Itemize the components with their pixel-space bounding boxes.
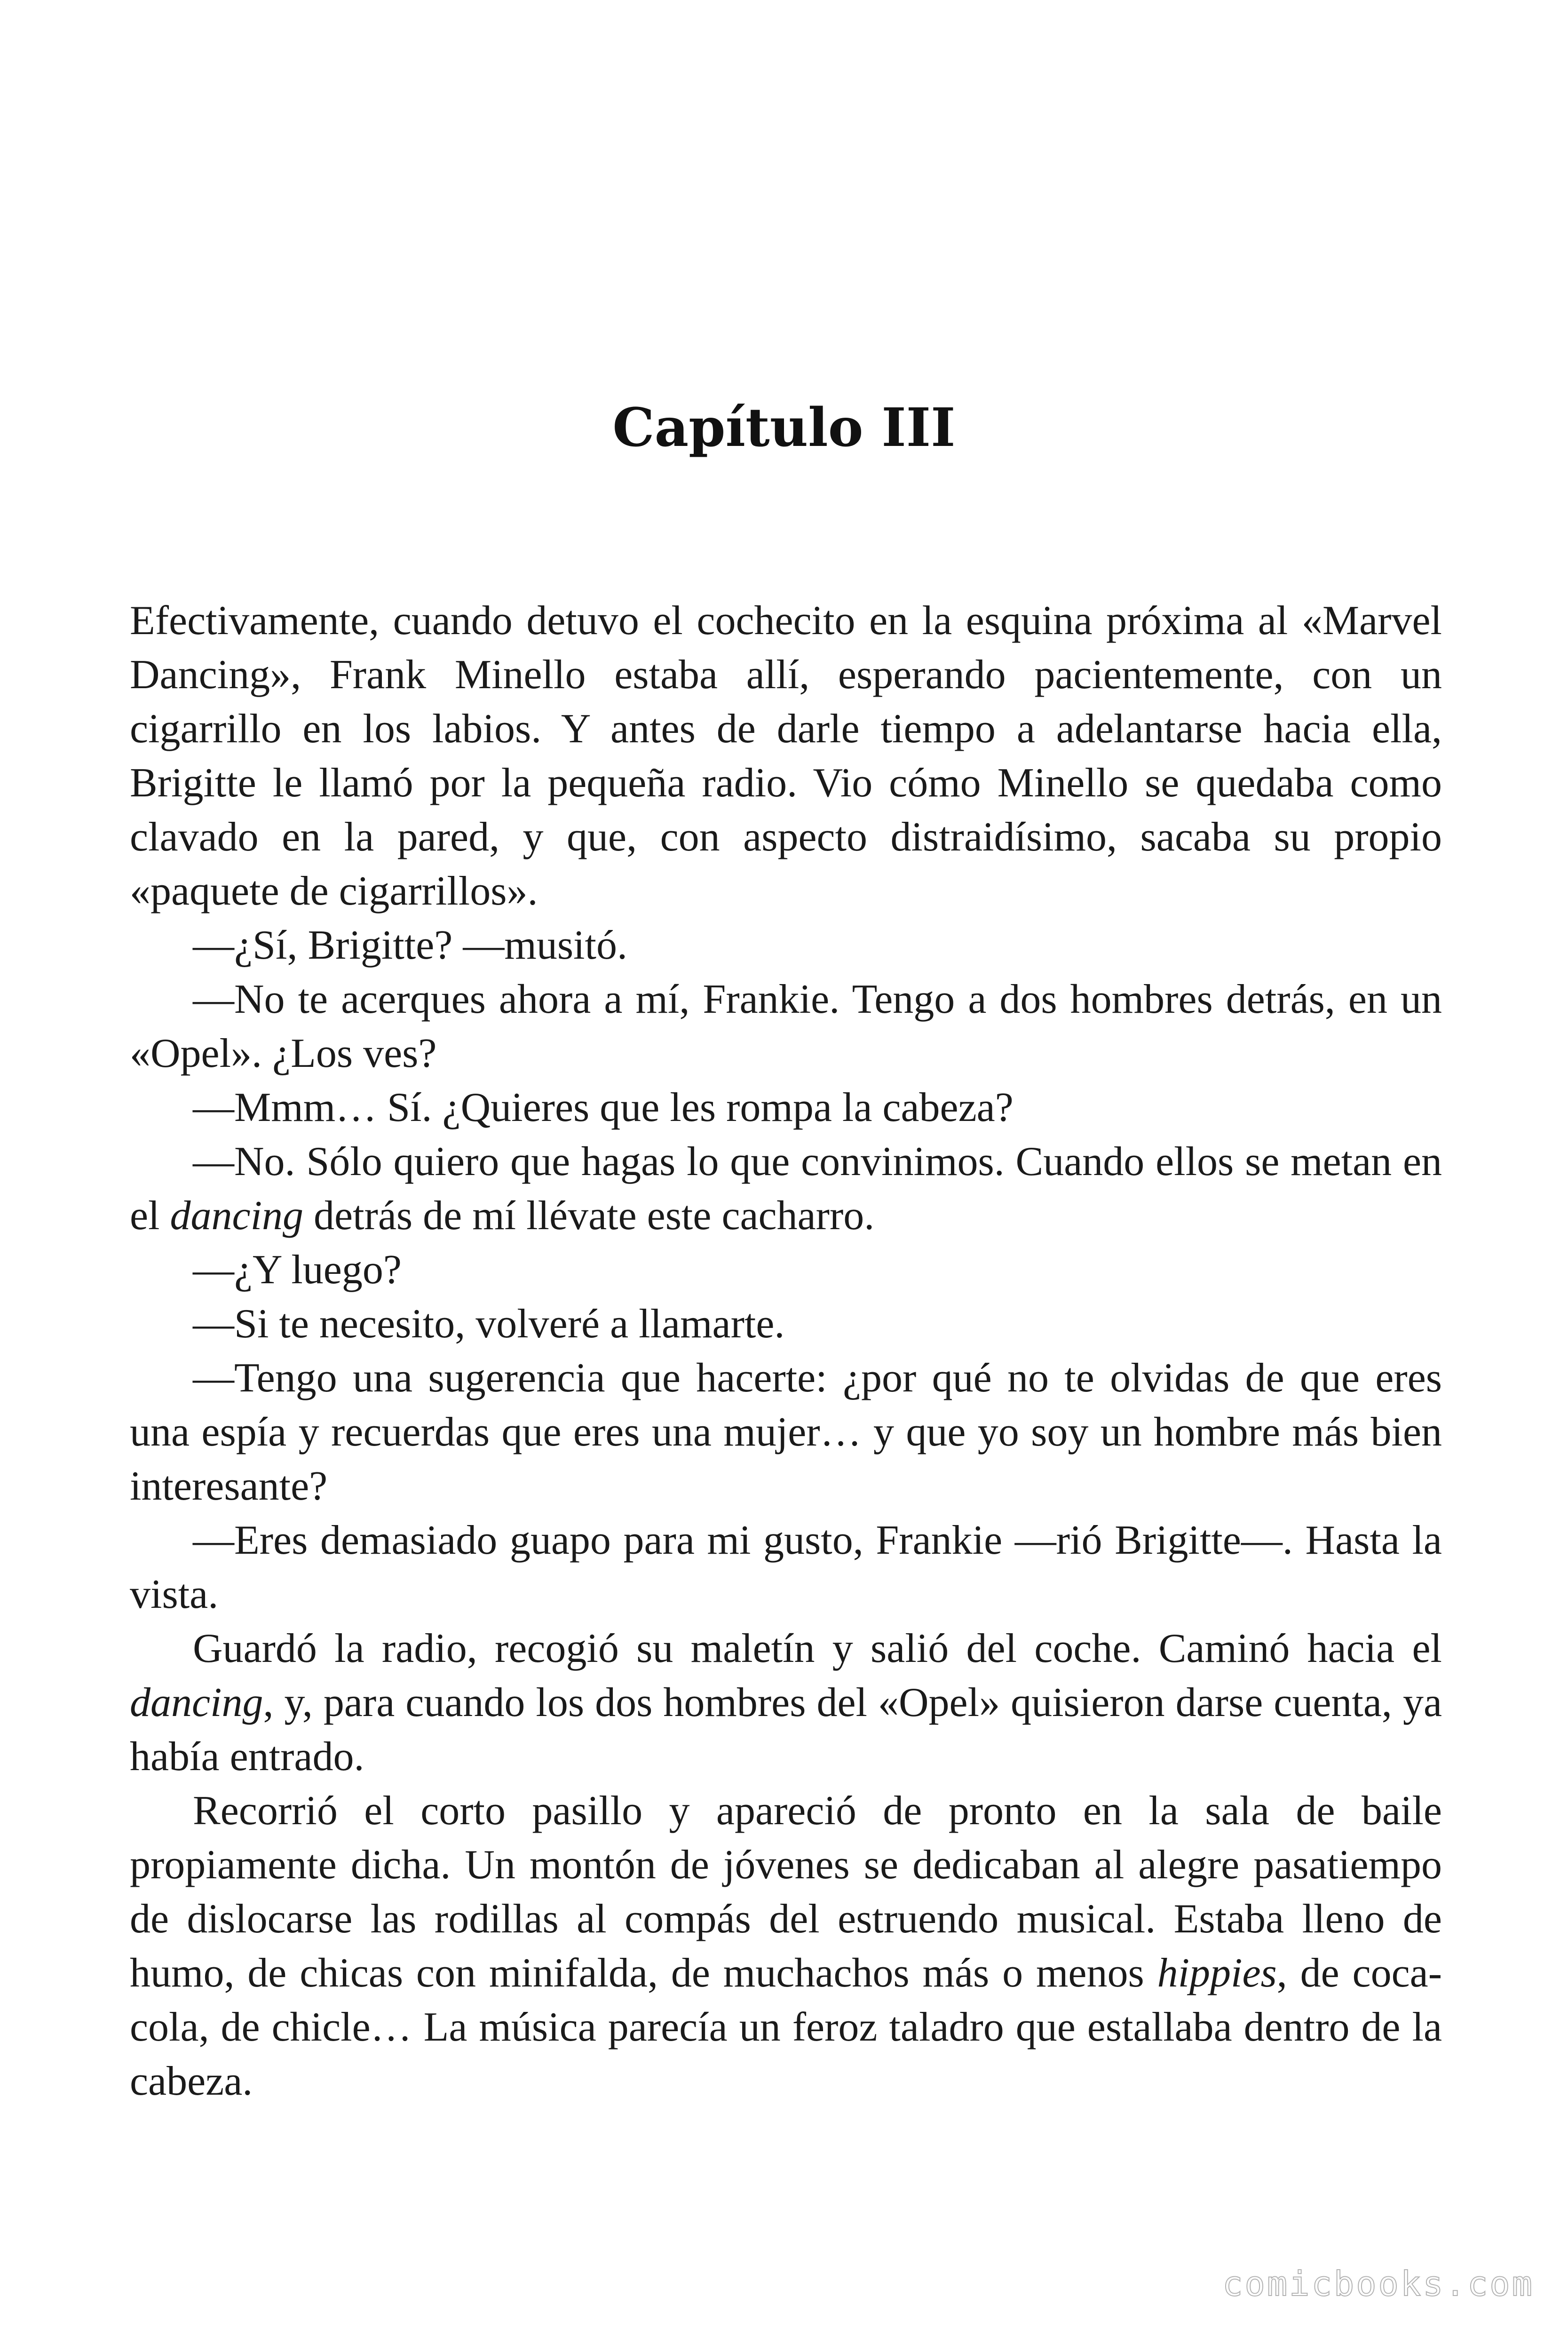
dialogue-paragraph: [130, 1351, 1442, 1513]
italic-text: dancing: [130, 1680, 263, 1725]
paragraph-text: —¿Y luego?: [193, 1247, 402, 1293]
paragraph-text: detrás de mí llévate este cacharro.: [303, 1193, 875, 1239]
dialogue-paragraph: [130, 972, 1442, 1081]
dialogue-paragraph: [130, 1243, 1442, 1297]
italic-text: hippies: [1157, 1950, 1277, 1996]
chapter-body: [130, 594, 1442, 2108]
paragraph-text: —Tengo una sugerencia que hacerte: ¿por qué no te olvidas de que eres una espía y recuerdas que eres una mujer… y que yo soy un hombre más bien interesante?: [130, 1355, 1442, 1509]
paragraph-text: , y, para cuando los dos hombres del «Opel» quisieron darse cuenta, ya había entrado.: [130, 1680, 1442, 1780]
narration-paragraph: [130, 594, 1442, 918]
paragraph-text: —¿Sí, Brigitte? —musitó.: [193, 922, 627, 968]
dialogue-paragraph: [130, 1297, 1442, 1351]
dialogue-paragraph: [130, 918, 1442, 972]
dialogue-paragraph: [130, 1081, 1442, 1135]
paragraph-text: —Eres demasiado guapo para mi gusto, Frankie —rió Brigitte—. Hasta la vista.: [130, 1518, 1442, 1617]
narration-paragraph: [130, 1621, 1442, 1784]
italic-text: dancing: [170, 1193, 304, 1239]
narration-paragraph: [130, 1784, 1442, 2108]
paragraph-text: —No te acerques ahora a mí, Frankie. Tengo a dos hombres detrás, en un «Opel». ¿Los ves?: [130, 977, 1442, 1076]
dialogue-paragraph: [130, 1513, 1442, 1621]
paragraph-text: , de coca-cola, de chicle… La música parecía un feroz taladro que estallaba dentro de la cabeza.: [130, 1950, 1442, 2104]
dialogue-paragraph: [130, 1135, 1442, 1243]
chapter-title: Capítulo III: [612, 397, 956, 459]
paragraph-text: Efectivamente, cuando detuvo el cochecito en la esquina próxima al «Marvel Dancing», Frank Minello estaba allí, esperando pacientemente, con un cigarrillo en los labios. Y antes de darle tiempo a adelantarse hacia ella, Brigitte le llamó por la pequeña radio. Vio cómo Minello se quedaba como clavado en la pared, y que, con aspecto distraidísimo, sacaba su propio «paquete de cigarrillos».: [130, 598, 1442, 914]
paragraph-text: —Mmm… Sí. ¿Quieres que les rompa la cabeza?: [193, 1085, 1014, 1130]
paragraph-text: —No. Sólo quiero que hagas lo que convinimos. Cuando ellos se metan en el: [130, 1139, 1442, 1239]
watermark: comicbooks.com: [1222, 2264, 1534, 2304]
paragraph-text: Guardó la radio, recogió su maletín y salió del coche. Caminó hacia el: [193, 1626, 1442, 1671]
paragraph-text: —Si te necesito, volveré a llamarte.: [193, 1301, 785, 1347]
paragraph-text: Recorrió el corto pasillo y apareció de pronto en la sala de baile propiamente dicha. Un montón de jóvenes se dedicaban al alegre pasatiempo de dislocarse las rodillas al compás del estruendo musical. Estaba lleno de humo, de chicas con minifalda, de muchachos más o menos: [130, 1788, 1442, 1996]
